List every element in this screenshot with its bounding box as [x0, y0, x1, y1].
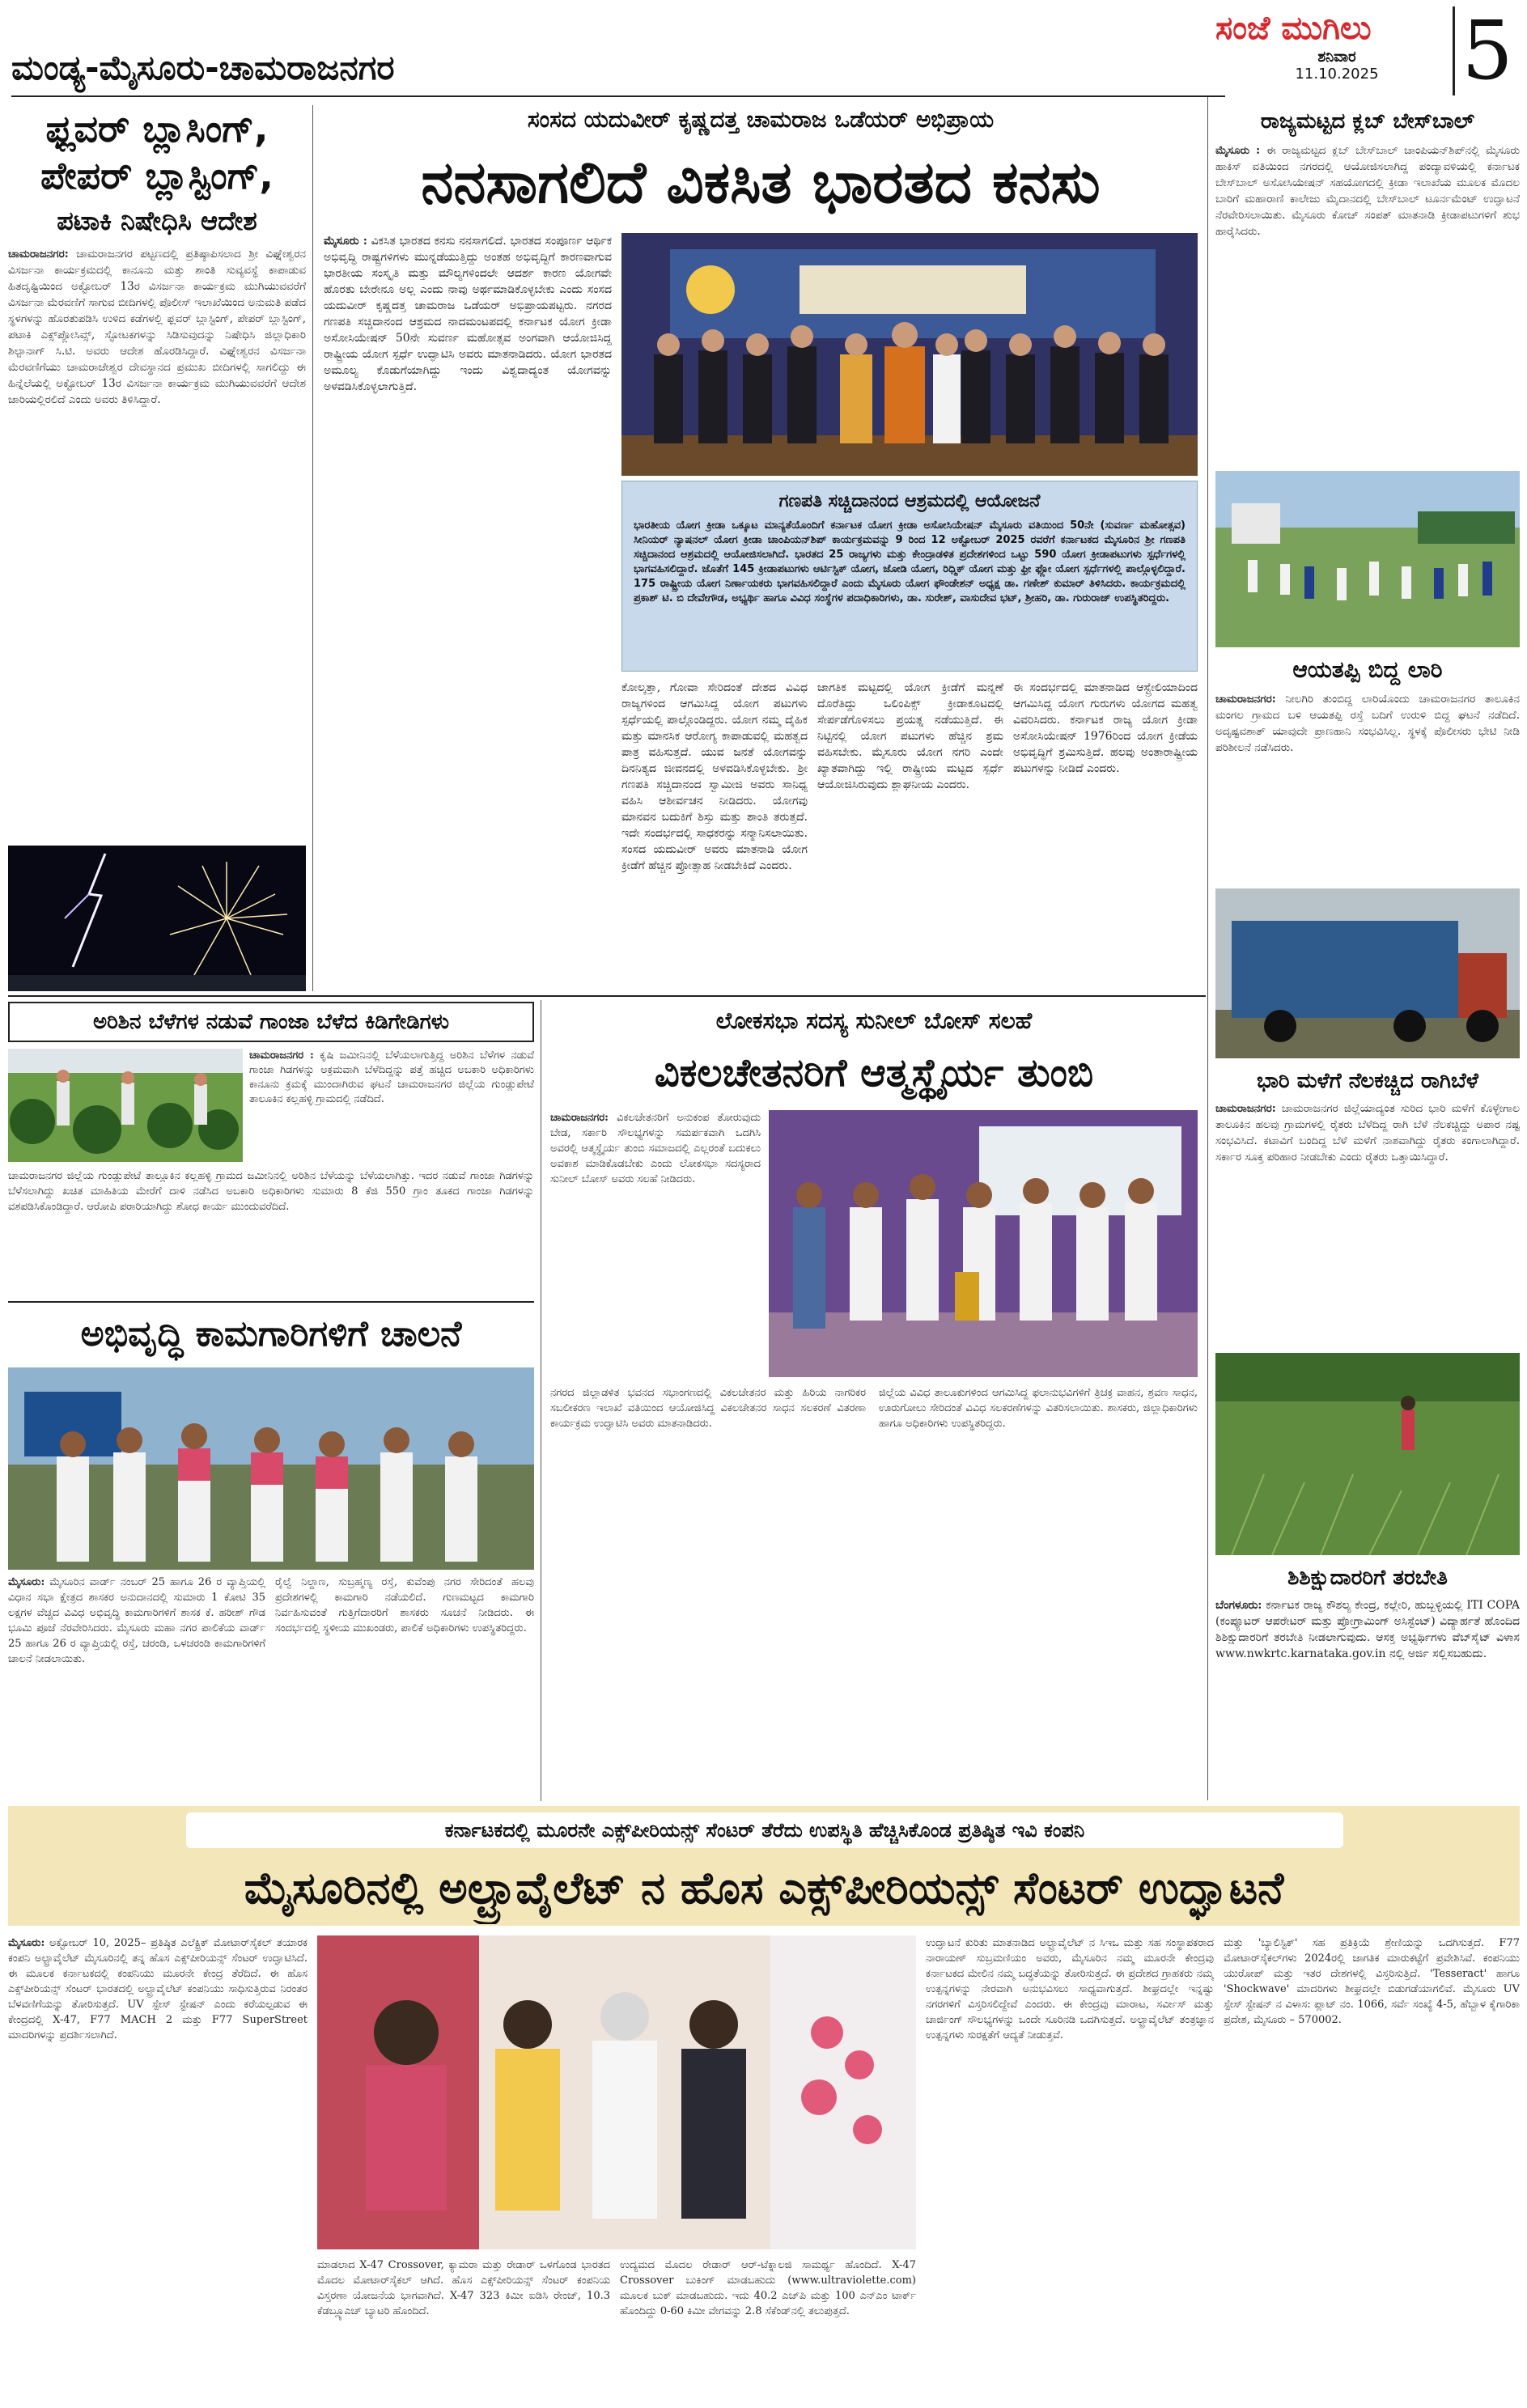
- event-caption-title: ಗಣಪತಿ ಸಚ್ಚಿದಾನಂದ ಆಶ್ರಮದಲ್ಲಿ ಆಯೋಜನೆ: [778, 491, 1041, 511]
- col-divider-right: [1207, 97, 1208, 1800]
- ragi-body-text: ಚಾಮರಾಜನಗರ ಜಿಲ್ಲೆಯಾದ್ಯಂತ ಸುರಿದ ಭಾರಿ ಮಳೆಗೆ ಕೊಳ್ಳೇಗಾಲ ತಾಲೂಕಿನ ಹಲವು ಗ್ರಾಮಗಳಲ್ಲಿ ರೈತರು ಬೆಳೆದಿದ್ದ ರಾಗಿ ಬೆಳೆ ನೆಲಕಚ್ಚಿದ್ದು ಅಪಾರ ನಷ್ಟ ಸಂಭವಿಸಿದೆ. ಕಟಾವಿಗೆ ಬಂದಿದ್ದ ಬೆಳೆ ಮಳೆಗೆ ನಾಶವಾಗಿದ್ದು ರೈತರು ಕಂಗಾಲಾಗಿದ್ದಾರೆ. ಸರ್ಕಾರ ಸೂಕ್ತ ಪರಿಹಾರ ನೀಡಬೇಕು ಎಂದು ರೈತರು ಒತ್ತಾಯಿಸಿದ್ದಾರೆ.: [1215, 1102, 1520, 1164]
- lorry-icon: [1215, 888, 1520, 1058]
- event-stage-icon: [621, 233, 1198, 476]
- ganja-body-1-text: ಕೃಷಿ ಜಮೀನಿನಲ್ಲಿ ಬೆಳೆಯಲಾಗುತ್ತಿದ್ದ ಅರಿಶಿನ ಬೆಳೆಗಳ ನಡುವೆ ಗಾಂಜಾ ಗಿಡಗಳನ್ನು ಅಕ್ರಮವಾಗಿ ಬೆಳೆದಿದ್ದನ್ನು ಪತ್ತೆ ಹಚ್ಚಿದ ಅಬಕಾರಿ ಅಧಿಕಾರಿಗಳು ಕಾನೂನು ಕ್ರಮಕ್ಕೆ ಮುಂದಾಗಿರುವ ಘಟನೆ ಚಾಮರಾಜನಗರ ಜಿಲ್ಲೆಯ ಗುಂಡ್ಲುಪೇಟೆ ತಾಲೂಕಿನ ಕಲ್ಲಹಳ್ಳಿ ಗ್ರಾಮದಲ್ಲಿ ನಡೆದಿದೆ.: [249, 1049, 534, 1105]
- event-caption-body: ಭಾರತೀಯ ಯೋಗ ಕ್ರೀಡಾ ಒಕ್ಕೂಟ ಮಾನ್ಯತೆಯೊಂದಿಗೆ ಕರ್ನಾಟಕ ಯೋಗ ಕ್ರೀಡಾ ಅಸೋಸಿಯೇಷನ್ ಮೈಸೂರು ವತಿಯಿಂದ 50ನೇ (ಸುವರ್ಣ ಮಹೋತ್ಸವ) ಸೀನಿಯರ್ ನ್ಯಾಷನಲ್ ಯೋಗ ಕ್ರೀಡಾ ಚಾಂಪಿಯನ್‌ಶಿಪ್ ಕಾರ್ಯಕ್ರಮವನ್ನು 9 ರಿಂದ 12 ಅಕ್ಟೋಬರ್ 2025 ರವರೆಗೆ ಕರ್ನಾಟಕದ ಮೈಸೂರಿನ ಶ್ರೀ ಗಣಪತಿ ಸಚ್ಚಿದಾನಂದ ಆಶ್ರಮದಲ್ಲಿ ಆಯೋಜಿಸಲಾಗಿದೆ. ಭಾರತದ 25 ರಾಜ್ಯಗಳು ಮತ್ತು ಕೇಂದ್ರಾಡಳಿತ ಪ್ರದೇಶಗಳಿಂದ ಒಟ್ಟು 590 ಯೋಗ ಕ್ರೀಡಾಪಟುಗಳು ಸ್ಪರ್ಧೆಗಳಲ್ಲಿ ಭಾಗವಹಿಸಲಿದ್ದಾರೆ. ಜೊತೆಗೆ 145 ಕ್ರೀಡಾಪಟುಗಳು ಆರ್ಟಿಸ್ಟಿಕ್ ಯೋಗ, ಜೋಡಿ ಯೋಗ, ರಿಧ್ಮಿಕ್ ಯೋಗ ಮತ್ತು ಫ್ರೀ ಫ್ಲೋ ಯೋಗ ಸ್ಪರ್ಧೆಗಳಲ್ಲಿ ಪಾಲ್ಗೊಳ್ಳಲಿದ್ದಾರೆ. 175 ರಾಷ್ಟ್ರೀಯ ಯೋಗ ನಿರ್ಣಾಯಕರು ಭಾಗವಹಿಸಲಿದ್ದಾರೆ ಎಂದು ಮೈಸೂರು ಯೋಗ ಫೌಂಡೇಶನ್ ಅಧ್ಯಕ್ಷ ಡಾ. ಗಣೇಶ್ ಕುಮಾರ್ ತಿಳಿಸಿದರು. ಕಾರ್ಯಕ್ರಮದಲ್ಲಿ ಪ್ರಕಾಶ್ ಟಿ. ಬಿ ದೇವೇಗೌಡ, ಅಭ್ಯರ್ಥಿ ಹಾಗೂ ವಿವಿಧ ಸಂಸ್ಥೆಗಳ ಪದಾಧಿಕಾರಿಗಳು, ಡಾ. ಸುರೇಶ್, ವಾಸುದೇವ ಭಟ್, ಶ್ರೀಹರಿ, ಡಾ. ಗುರುರಾಜ್ ಉಪಸ್ಥಿತರಿದ್ದರು.: [634, 519, 1186, 604]
- col-divider-left: [312, 105, 313, 991]
- ganja-field-icon: [8, 1049, 243, 1162]
- top-story-kicker: ಸಂಸದ ಯದುವೀರ್ ಕೃಷ್ಣದತ್ತ ಚಾಮರಾಜ ಒಡೆಯರ್ ಅಭಿಪ್ರಾಯ: [527, 106, 995, 133]
- left-headline-2: ಪೇಪರ್ ಬ್ಲಾಸ್ಟಿಂಗ್,: [40, 154, 274, 197]
- ev-col-2a: ಮಾಡಲಾದ X-47 Crossover, ಕ್ಯಾಮರಾ ಮತ್ತು ರೇಡಾರ್ ಒಳಗೊಂಡ ಭಾರತದ ಮೊದಲ ಮೋಟಾರ್‌ಸೈಕಲ್ ಆಗಿದೆ. ಹೊಸ ಎಕ್ಸ್‌ಪೀರಿಯನ್ಸ್ ಸೆಂಟರ್ ಕಂಪನಿಯ ವಿಸ್ತರಣಾ ಯೋಜನೆಯ ಭಾಗವಾಗಿದೆ. X-47 323 ಕಿಮೀ ಐಡಿಸಿ ರೇಂಜ್, 10.3 ಕೆಡಬ್ಲ್ಯೂಎಚ್ ಬ್ಯಾಟರಿ ಹೊಂದಿದೆ.: [317, 2259, 610, 2317]
- ev-col-3: ಉದ್ಘಾಟನೆ ಕುರಿತು ಮಾತನಾಡಿದ ಅಲ್ಟ್ರಾವೈಲೆಟ್ ನ ಸಿಇಒ ಮತ್ತು ಸಹ ಸಂಸ್ಥಾಪಕರಾದ ನಾರಾಯಣ್ ಸುಬ್ರಮಣಿಯಂ ಅವರು, ಮೈಸೂರಿನ ನಮ್ಮ ಮೂರನೇ ಕೇಂದ್ರವು ಕರ್ನಾಟಕದ ಮೇಲಿನ ನಮ್ಮ ಬದ್ಧತೆಯನ್ನು ತೋರಿಸುತ್ತದೆ. ಈ ಪ್ರದೇಶದ ಗ್ರಾಹಕರು ನಮ್ಮ ಉತ್ಪನ್ನಗಳನ್ನು ನೇರವಾಗಿ ಅನುಭವಿಸಲು ಸಾಧ್ಯವಾಗುತ್ತದೆ. ಶೀಘ್ರದಲ್ಲೇ ಇನ್ನಷ್ಟು ನಗರಗಳಿಗೆ ವಿಸ್ತರಿಸಲಿದ್ದೇವೆ ಎಂದರು. ಈ ಕೇಂದ್ರವು ಮಾರಾಟ, ಸರ್ವೀಸ್ ಮತ್ತು ಚಾರ್ಜಿಂಗ್ ಸೌಲಭ್ಯಗಳನ್ನು ಒಂದೇ ಸೂರಿನಡಿ ಒದಗಿಸುತ್ತದೆ. ಅಲ್ಟ್ರಾವೈಲೆಟ್ ತಂತ್ರಜ್ಞಾನ ಉತ್ಪನ್ನಗಳು ಸುರಕ್ಷತೆಗೆ ಆದ್ಯತೆ ನೀಡುತ್ತವೆ.: [926, 1937, 1214, 2041]
- top-story-headline: ನನಸಾಗಲಿದೆ ವಿಕಸಿತ ಭಾರತದ ಕನಸು: [421, 148, 1101, 216]
- crop-field-icon: [1215, 1353, 1520, 1555]
- left-headline-1: ಫ್ಲವರ್ ಬ್ಲಾಸಿಂಗ್,: [45, 107, 269, 150]
- baseball-body-text: ಈ ರಾಜ್ಯಮಟ್ಟದ ಕ್ಲಬ್ ಬೇಸ್‌ಬಾಲ್ ಚಾಂಪಿಯನ್‌ಶಿಪ್‌ನಲ್ಲಿ ಮೈಸೂರು ಹಾಕಿಸ್ ವತಿಯಿಂದ ನಗರದಲ್ಲಿ ಆಯೋಜಿಸಲಾಗಿದ್ದ ಪಂದ್ಯಾವಳಿಯಲ್ಲಿ ಕರ್ನಾಟಕ ಬೇಸ್‌ಬಾಲ್ ಅಸೋಸಿಯೇಷನ್ ಸಹಯೋಗದಲ್ಲಿ ಕ್ರೀಡಾ ಇಲಾಖೆಯ ಮೂಲಕ ಮೊದಲ ಬಾರಿಗೆ ಮಹಾರಾಣಿ ಕಾಲೇಜು ಮೈದಾನದಲ್ಲಿ ಬೇಸ್‌ಬಾಲ್ ಟೂರ್ನಮೆಂಟ್ ಉದ್ಘಾಟನೆ ನೆರವೇರಿಸಲಾಯಿತು. ಮೈಸೂರು ಕೋಚ್ ಸಂಪತ್ ಮಾತನಾಡಿ ಕ್ರೀಡಾಪಟುಗಳಿಗೆ ಶುಭ ಹಾರೈಸಿದರು.: [1215, 144, 1520, 238]
- ev-dateline: ಮೈಸೂರು:: [8, 1937, 45, 1949]
- lamp-lighting-icon: [769, 1110, 1198, 1377]
- disabled-photo: [769, 1110, 1198, 1377]
- disabled-kicker: ಲೋಕಸಭಾ ಸದಸ್ಯ ಸುನೀಲ್ ಬೋಸ್ ಸಲಹೆ: [715, 1007, 1033, 1034]
- ganja-rule: [8, 1301, 534, 1303]
- dev-body-1: [8, 1575, 265, 1801]
- ev-headline: ಮೈಸೂರಿನಲ್ಲಿ ಅಲ್ಟ್ರಾವೈಲೆಟ್ ನ ಹೊಸ ಎಕ್ಸ್‌ಪೀರಿಯನ್ಸ್ ಸೆಂಟರ್ ಉದ್ಘಾಟನೆ: [244, 1863, 1284, 1914]
- dev-dateline: ಮೈಸೂರು:: [8, 1576, 45, 1588]
- dev-headline: ಅಭಿವೃದ್ಧಿ ಕಾಮಗಾರಿಗಳಿಗೆ ಚಾಲನೆ: [80, 1313, 462, 1354]
- ev-launch-icon: [317, 1935, 916, 2249]
- disabled-col-1-text: ವಿಕಲಚೇತನರಿಗೆ ಅನುಕಂಪ ತೋರುವುದು ಬೇಡ, ಸರ್ಕಾರಿ ಸೌಲಭ್ಯಗಳನ್ನು ಸಮರ್ಪಕವಾಗಿ ಒದಗಿಸಿ ಅವರಲ್ಲಿ ಆತ್ಮಸ್ಥೈರ್ಯ ತುಂಬಿ ಸಮಾಜದಲ್ಲಿ ಎಲ್ಲರಂತೆ ಬದುಕಲು ಅವಕಾಶ ಮಾಡಿಕೊಡಬೇಕು ಎಂದು ಲೋಕಸಭಾ ಸದಸ್ಯರಾದ ಸುನೀಲ್ ಬೋಸ್ ಅವರು ಸಲಹೆ ನೀಡಿದರು.: [550, 1112, 761, 1185]
- lorry-body-text: ನೀಲಗಿರಿ ತುಂಬಿದ್ದ ಲಾರಿಯೊಂದು ಚಾಮರಾಜನಗರ ತಾಲೂಕಿನ ಮಂಗಲ ಗ್ರಾಮದ ಬಳಿ ಆಯತಪ್ಪಿ ರಸ್ತೆ ಬದಿಗೆ ಉರುಳಿ ಬಿದ್ದ ಘಟನೆ ನಡೆದಿದೆ. ಅದೃಷ್ಟವಶಾತ್ ಯಾವುದೇ ಪ್ರಾಣಹಾನಿ ಸಂಭವಿಸಿಲ್ಲ. ಸ್ಥಳಕ್ಕೆ ಪೊಲೀಸರು ಭೇಟಿ ನೀಡಿ ಪರಿಶೀಲನೆ ನಡೆಸಿದರು.: [1215, 693, 1520, 754]
- ev-strap-text: ಕರ್ನಾಟಕದಲ್ಲಿ ಮೂರನೇ ಎಕ್ಸ್‌ಪೀರಿಯನ್ಸ್ ಸೆಂಟರ್ ತೆರೆದು ಉಪಸ್ಥಿತಿ ಹೆಚ್ಚಿಸಿಕೊಂಡ ಪ್ರತಿಷ್ಠಿತ ಇವಿ ಕಂಪನಿ: [444, 1819, 1085, 1842]
- training-body: [1215, 1597, 1520, 1796]
- left-body-text: ಚಾಮರಾಜನಗರ ಪಟ್ಟಣದಲ್ಲಿ ಪ್ರತಿಷ್ಠಾಪಿಸಲಾದ ಶ್ರೀ ವಿಘ್ನೇಶ್ವರನ ವಿಸರ್ಜನಾ ಕಾರ್ಯಕ್ರಮದಲ್ಲಿ ಕಾನೂನು ಮತ್ತು ಶಾಂತಿ ಸುವ್ಯವಸ್ಥೆ ಕಾಪಾಡುವ ಹಿತದೃಷ್ಟಿಯಿಂದ ಅಕ್ಟೋಬರ್ 13ರ ವಿಸರ್ಜನಾ ಕಾರ್ಯಕ್ರಮ ಮುಗಿಯುವವರೆಗೆ ವಿಸರ್ಜನಾ ಮೆರವಣಿಗೆ ಸಾಗುವ ಬೀದಿಗಳಲ್ಲಿ ಪೊಲೀಸ್ ಇಲಾಖೆಯಿಂದ ಅನುಮತಿ ಪಡೆದ ಸ್ಥಳಗಳನ್ನು ಹೊರತುಪಡಿಸಿ ಉಳಿದ ಕಡೆಗಳಲ್ಲಿ ಫ್ಲವರ್ ಬ್ಲಾಸ್ಟಿಂಗ್, ಪೇಪರ್ ಬ್ಲಾಸ್ಟಿಂಗ್, ಪಟಾಕಿ ಎಕ್ಸ್‌ಪ್ಲೋಸಿವ್ಸ್, ಸ್ಫೋಟಕಗಳನ್ನು ಸಿಡಿಸುವುದನ್ನು ನಿಷೇಧಿಸಿ ಜಿಲ್ಲಾಧಿಕಾರಿ ಶಿಲ್ಪಾನಾಗ್ ಸಿ.ಟಿ. ಅವರು ಆದೇಶ ಹೊರಡಿಸಿದ್ದಾರೆ. ವಿಘ್ನೇಶ್ವರನ ವಿಸರ್ಜನಾ ಮೆರವಣಿಗೆಯು ಚಾಮರಾಜೇಶ್ವರ ದೇವಸ್ಥಾನದ ಪ್ರಮುಖ ಬೀದಿಗಳಲ್ಲಿ ಸಾಗಲಿದ್ದು ಈ ಹಿನ್ನೆಲೆಯಲ್ಲಿ ಅಕ್ಟೋಬರ್ 13ರ ವಿಸರ್ಜನಾ ಕಾರ್ಯಕ್ರಮ ಮುಗಿಯುವವರೆಗೆ ಆದೇಶ ಜಾರಿಯಲ್ಲಿರಲಿದೆ ಎಂದು ಅವರು ತಿಳಿಸಿದ್ದಾರೆ.: [8, 248, 306, 406]
- logo-text: ಸಂಜೆ ಮುಗಿಲು: [1215, 10, 1372, 47]
- yoga-event-photo: [621, 233, 1198, 476]
- dev-body-1-text: ಮೈಸೂರಿನ ವಾರ್ಡ್ ನಂಬರ್ 25 ಹಾಗೂ 26 ರ ವ್ಯಾಪ್ತಿಯಲ್ಲಿ ವಿಧಾನ ಸಭಾ ಕ್ಷೇತ್ರದ ಶಾಸಕರ ಅನುದಾನದಲ್ಲಿ ಸುಮಾರು 1 ಕೋಟಿ 35 ಲಕ್ಷಗಳ ವೆಚ್ಚದ ವಿವಿಧ ಅಭಿವೃದ್ಧಿ ಕಾಮಗಾರಿಗಳಿಗೆ ಶಾಸಕ ಕೆ. ಹರೀಶ್ ಗೌಡ ಭೂಮಿ ಪೂಜೆ ನೆರವೇರಿಸಿದರು. ಮೈಸೂರು ಮಹಾ ನಗರ ಪಾಲಿಕೆಯ ವಾರ್ಡ್ 25 ಹಾಗೂ 26 ರ ವ್ಯಾಪ್ತಿಯಲ್ಲಿ ರಸ್ತೆ, ಚರಂಡಿ, ಒಳಚರಂಡಿ ಕಾಮಗಾರಿಗಳಿಗೆ ಚಾಲನೆ ನೀಡಲಾಯಿತು.: [8, 1576, 265, 1665]
- top-col-2: ಕೋಲ್ಕತ್ತಾ, ಗೋವಾ ಸೇರಿದಂತೆ ದೇಶದ ವಿವಿಧ ರಾಜ್ಯಗಳಿಂದ ಆಗಮಿಸಿದ್ದ ಯೋಗ ಪಟುಗಳು ಸ್ಪರ್ಧೆಯಲ್ಲಿ ಪಾಲ್ಗೊಂಡಿದ್ದರು. ಯೋಗ ನಮ್ಮ ದೈಹಿಕ ಮತ್ತು ಮಾನಸಿಕ ಆರೋಗ್ಯ ಕಾಪಾಡುವಲ್ಲಿ ಮಹತ್ವದ ಪಾತ್ರ ವಹಿಸುತ್ತದೆ. ಯುವ ಜನತೆ ಯೋಗವನ್ನು ದಿನನಿತ್ಯದ ಜೀವನದಲ್ಲಿ ಅಳವಡಿಸಿಕೊಳ್ಳಬೇಕು. ಶ್ರೀ ಗಣಪತಿ ಸಚ್ಚಿದಾನಂದ ಸ್ವಾಮೀಜಿ ಅವರು ಸಾನಿಧ್ಯ ವಹಿಸಿ ಆಶೀರ್ವಚನ ನೀಡಿದರು. ಯೋಗವು ಮಾನವನ ಬದುಕಿಗೆ ಶಿಸ್ತು ಮತ್ತು ಶಾಂತಿ ತರುತ್ತದೆ. ಇದೇ ಸಂದರ್ಭದಲ್ಲಿ ಸಾಧಕರನ್ನು ಸನ್ಮಾನಿಸಲಾಯಿತು. ಸಂಸದ ಯದುವೀರ್ ಅವರು ಮಾತನಾಡಿ ಯೋಗ ಕ್ರೀಡೆಗೆ ಹೆಚ್ಚಿನ ಪ್ರೋತ್ಸಾಹ ನೀಡಬೇಕಿದೆ ಎಂದರು.: [621, 681, 808, 872]
- mid-rule: [8, 995, 1206, 997]
- disabled-col-1: [550, 1110, 761, 1377]
- top-col-4: ಈ ಸಂದರ್ಭದಲ್ಲಿ ಮಾತನಾಡಿದ ಆಸ್ಟ್ರೇಲಿಯಾದಿಂದ ಆಗಮಿಸಿದ್ದ ಯೋಗ ಗುರುಗಳು ಯೋಗದ ಮಹತ್ವ ವಿವರಿಸಿದರು. ಕರ್ನಾಟಕ ರಾಜ್ಯ ಯೋಗ ಕ್ರೀಡಾ ಅಸೋಸಿಯೇಷನ್ 1976ರಿಂದ ಯೋಗ ಕ್ರೀಡೆಯ ಅಭಿವೃದ್ಧಿಗೆ ಶ್ರಮಿಸುತ್ತಿದೆ. ಹಲವು ಅಂತಾರಾಷ್ಟ್ರೀಯ ಪಟುಗಳನ್ನು ನೀಡಿದೆ ಎಂದರು.: [1013, 681, 1198, 775]
- ceremony-icon: [8, 1367, 534, 1570]
- ganja-body-2: ಚಾಮರಾಜನಗರ ಜಿಲ್ಲೆಯ ಗುಂಡ್ಲುಪೇಟೆ ತಾಲ್ಲೂಕಿನ ಕಲ್ಲಹಳ್ಳಿ ಗ್ರಾಮದ ಜಮೀನಿನಲ್ಲಿ ಅರಿಶಿನ ಬೆಳೆಯನ್ನು ಬೆಳೆಯಲಾಗಿತ್ತು. ಇದರ ನಡುವೆ ಗಾಂಜಾ ಗಿಡಗಳನ್ನು ಬೆಳೆಸಲಾಗಿದ್ದು ಖಚಿತ ಮಾಹಿತಿಯ ಮೇರೆಗೆ ದಾಳಿ ನಡೆಸಿದ ಅಬಕಾರಿ ಅಧಿಕಾರಿಗಳು ಸುಮಾರು 8 ಕೆಜಿ 550 ಗ್ರಾಂ ತೂಕದ ಗಾಂಜಾ ಗಿಡಗಳನ್ನು ವಶಪಡಿಸಿಕೊಂಡಿದ್ದಾರೆ. ಆರೋಪಿ ಪರಾರಿಯಾಗಿದ್ದು ಶೋಧ ಕಾರ್ಯ ಮುಂದುವರೆದಿದೆ.: [8, 1170, 534, 1213]
- section-label: [11, 45, 643, 91]
- baseball-field-icon: [1215, 471, 1520, 647]
- masthead-rule: [11, 95, 1225, 97]
- baseball-headline: ರಾಜ್ಯಮಟ್ಟದ ಕ್ಲಬ್ ಬೇಸ್‌ಬಾಲ್: [1260, 109, 1475, 134]
- baseball-body: [1215, 142, 1520, 466]
- masthead-date: 11.10.2025: [1295, 66, 1379, 83]
- page-number: 5: [1453, 6, 1520, 95]
- left-body: [8, 246, 306, 829]
- masthead-logo: [1215, 8, 1450, 81]
- fireworks-photo: [8, 846, 306, 991]
- disabled-headline: ವಿಕಲಚೇತನರಿಗೆ ಆತ್ಮಸ್ಥೈರ್ಯ ತುಂಬಿ: [654, 1050, 1094, 1096]
- masthead-day: ಶನಿವಾರ: [1317, 49, 1356, 66]
- event-caption-box: [621, 481, 1198, 672]
- baseball-dateline: ಮೈಸೂರು :: [1215, 144, 1261, 157]
- ragi-photo: [1215, 1353, 1520, 1555]
- ganja-body-1: [249, 1049, 534, 1165]
- dev-body-2: ರೈಲ್ವೆ ನಿಲ್ದಾಣ, ಸುಬ್ರಹ್ಮಣ್ಯ ರಸ್ತೆ, ಕುವೆಂಪು ನಗರ ಸೇರಿದಂತೆ ಹಲವು ಪ್ರದೇಶಗಳಲ್ಲಿ ಕಾಮಗಾರಿ ನಡೆಯಲಿದೆ. ಗುಣಮಟ್ಟದ ಕಾಮಗಾರಿ ನಿರ್ವಹಿಸುವಂತೆ ಗುತ್ತಿಗೆದಾರರಿಗೆ ಶಾಸಕರು ಸೂಚನೆ ನೀಡಿದರು. ಈ ಸಂದರ್ಭದಲ್ಲಿ ಸ್ಥಳೀಯ ಮುಖಂಡರು, ಪಾಲಿಕೆ ಅಧಿಕಾರಿಗಳು ಉಪಸ್ಥಿತರಿದ್ದರು.: [275, 1576, 534, 1634]
- ragi-dateline: ಚಾಮರಾಜನಗರ:: [1215, 1102, 1276, 1115]
- ev-strap: [186, 1812, 1343, 1848]
- ev-col-2b: ಉದ್ಯಮದ ಮೊದಲ ರೇಡಾರ್ ಆರ್-ಟೆಕ್ನಾಲಜಿ ಸಾಮರ್ಥ್ಯ ಹೊಂದಿದೆ. X-47 Crossover ಬುಕಿಂಗ್ ಮಾಡಬಹುದು (www.ultraviolette.com) ಮೂಲಕ ಬುಕ್ ಮಾಡಬಹುದು. ಇದು 40.2 ಎಚ್‌ಪಿ ಮತ್ತು 100 ಎನ್‌ಎಂ ಟಾರ್ಕ್ ಹೊಂದಿದ್ದು 0-60 ಕಿಮೀ ವೇಗವನ್ನು 2.8 ಸೆಕೆಂಡ್‌ನಲ್ಲಿ ತಲುಪುತ್ತದೆ.: [620, 2259, 916, 2317]
- training-dateline: ಬೆಂಗಳೂರು:: [1215, 1599, 1262, 1612]
- disabled-col-2: ನಗರದ ಜಿಲ್ಲಾಡಳಿತ ಭವನದ ಸಭಾಂಗಣದಲ್ಲಿ ವಿಕಲಚೇತನರ ಮತ್ತು ಹಿರಿಯ ನಾಗರಿಕರ ಸಬಲೀಕರಣ ಇಲಾಖೆ ವತಿಯಿಂದ ಆಯೋಜಿಸಿದ್ದ ವಿಕಲಚೇತನರ ಸಾಧನ ಸಲಕರಣೆ ವಿತರಣಾ ಕಾರ್ಯಕ್ರಮ ಉದ್ಘಾಟಿಸಿ ಅವರು ಮಾತನಾಡಿದರು.: [550, 1387, 866, 1430]
- ev-photo: [317, 1935, 916, 2249]
- lorry-body: [1215, 691, 1520, 885]
- left-dateline: ಚಾಮರಾಜನಗರ:: [8, 248, 69, 261]
- training-body-text: ಕರ್ನಾಟಕ ರಾಜ್ಯ ಕೌಶಲ್ಯ ಕೇಂದ್ರ, ಕಲ್ಲೇರಿ, ಹುಬ್ಬಳ್ಳಿಯಲ್ಲಿ ITI COPA (ಕಂಪ್ಯೂಟರ್ ಆಪರೇಟರ್ ಮತ್ತು ಪ್ರೋಗ್ರಾಮಿಂಗ್ ಅಸಿಸ್ಟೆಂಟ್) ವಿದ್ಯಾರ್ಹತೆ ಹೊಂದಿದ ಶಿಶಿಕ್ಷುದಾರರಿಗೆ ತರಬೇತಿ ನೀಡಲಾಗುವುದು. ಆಸಕ್ತ ಅಭ್ಯರ್ಥಿಗಳು ವೆಬ್‌ಸೈಟ್ ವಿಳಾಸ www.nwkrtc.karnataka.gov.in ನಲ್ಲಿ ಅರ್ಜಿ ಸಲ್ಲಿಸಬಹುದು.: [1215, 1599, 1520, 1660]
- fireworks-icon: [8, 846, 306, 991]
- ev-banner: [8, 1806, 1520, 1926]
- ev-col-4: ಮತ್ತು 'ಬ್ಯಾಲಿಸ್ಟಿಕ್' ಸಹ ಪ್ರತಿಕ್ರಿಯೆ ಶ್ರೇಣಿಯನ್ನು ಒದಗಿಸುತ್ತದೆ. F77 ಮೋಟಾರ್‌ಸೈಕಲ್‌ಗಳು 2024ರಲ್ಲಿ ಜಾಗತಿಕ ಮಾರುಕಟ್ಟೆಗೆ ಪ್ರವೇಶಿಸಿವೆ. ಕಂಪನಿಯು ಯುರೋಪ್ ಮತ್ತು ಇತರ ದೇಶಗಳಲ್ಲಿ ವಿಸ್ತರಿಸುತ್ತಿದೆ. 'Tesseract' ಹಾಗೂ 'Shockwave' ಮಾದರಿಗಳು ಶೀಘ್ರದಲ್ಲೇ ಬಿಡುಗಡೆಯಾಗಲಿವೆ. ಮೈಸೂರು UV ಸ್ಪೇಸ್ ಸ್ಟೇಷನ್ ನ ವಿಳಾಸ: ಪ್ಲಾಟ್ ನಂ. 1066, ಸರ್ವೆ ಸಂಖ್ಯೆ 4-5, ಹೆಬ್ಬಾಳ ಕೈಗಾರಿಕಾ ಪ್ರದೇಶ, ಮೈಸೂರು – 570002.: [1224, 1937, 1520, 2026]
- training-headline: ಶಿಶಿಕ್ಷುದಾರರಿಗೆ ತರಬೇತಿ: [1287, 1566, 1448, 1590]
- top-col-1-text: ವಿಕಸಿತ ಭಾರತದ ಕನಸು ನನಸಾಗಲಿದೆ. ಭಾರತದ ಸಂಪೂರ್ಣ ಆರ್ಥಿಕ ಅಭಿವೃದ್ಧಿ ರಾಷ್ಟ್ರಗಳಿಗಳು ಮುನ್ನಡೆಯುತ್ತಿದ್ದು ಅಂತಹ ಅಭಿವೃದ್ಧಿಗೆ ಕಾರಣವಾಗುವ ಭಾರತೀಯ ಸಂಸ್ಕೃತಿ ಮತ್ತು ಮೌಲ್ಯಗಳಿಂದಲೇ ಆದರ್ಶ ಕಾರಣ ಯೋಗವೇ ಹೊರತು ಬೇರೇನೂ ಅಲ್ಲ ಎಂದು ನಾವು ಅರ್ಥಮಾಡಿಕೊಳ್ಳಬೇಕು ಎಂದು ಸಂಸದ ಯದುವೀರ್ ಕೃಷ್ಣದತ್ತ ಚಾಮರಾಜ ಒಡೆಯರ್ ಅಭಿಪ್ರಾಯಪಟ್ಟರು. ನಗರದ ಗಣಪತಿ ಸಚ್ಚಿದಾನಂದ ಆಶ್ರಮದ ನಾದಮಂಟಪದಲ್ಲಿ ಕರ್ನಾಟಕ ಯೋಗ ಕ್ರೀಡಾ ಅಸೋಸಿಯೇಷನ್ 50ನೇ ಸುವರ್ಣ ಮಹೋತ್ಸವ ಅಂಗವಾಗಿ ಆಯೋಜಿಸಿದ್ದ ರಾಷ್ಟ್ರೀಯ ಯೋಗ ಸ್ಪರ್ಧೆ ಉದ್ಘಾಟಿಸಿ ಅವರು ಮಾತನಾಡಿದರು. ಯೋಗ ಭಾರತದ ಅಮೂಲ್ಯ ಕೊಡುಗೆಯಾಗಿದ್ದು ಇಂದು ವಿಶ್ವದಾದ್ಯಂತ ಯೋಗವನ್ನು ಅಳವಡಿಸಿಕೊಳ್ಳಲಾಗುತ್ತಿದೆ.: [324, 235, 612, 393]
- section-title: ಮಂಡ್ಯ-ಮೈಸೂರು-ಚಾಮರಾಜನಗರ: [11, 48, 395, 87]
- dev-photo: [8, 1367, 534, 1570]
- ganja-photo: [8, 1049, 243, 1162]
- lorry-dateline: ಚಾಮರಾಜನಗರ:: [1215, 693, 1276, 706]
- ev-col-1-text: ಅಕ್ಟೋಬರ್ 10, 2025– ಪ್ರತಿಷ್ಠಿತ ಎಲೆಕ್ಟ್ರಿಕ್ ಮೋಟಾರ್‌ಸೈಕಲ್ ತಯಾರಕ ಕಂಪನಿ ಅಲ್ಟ್ರಾವೈಲೆಟ್ ಮೈಸೂರಿನಲ್ಲಿ ತನ್ನ ಹೊಸ ಎಕ್ಸ್‌ಪೀರಿಯನ್ಸ್ ಸೆಂಟರ್ ಉದ್ಘಾಟಿಸಿದೆ. ಈ ಮೂಲಕ ಕರ್ನಾಟಕದಲ್ಲಿ ಕಂಪನಿಯು ಮೂರನೇ ಕೇಂದ್ರ ತೆರೆದಿದೆ. ಈ ಹೊಸ ಎಕ್ಸ್‌ಪೀರಿಯನ್ಸ್ ಸೆಂಟರ್ ಭಾರತದಲ್ಲಿ ಅಲ್ಟ್ರಾವೈಲೆಟ್ ಕಂಪನಿಯು ಸಾಧಿಸುತ್ತಿರುವ ನಿರಂತರ ಬೆಳವಣಿಗೆಯನ್ನು ತೋರಿಸುತ್ತದೆ. UV ಸ್ಪೇಸ್ ಸ್ಟೇಷನ್ ಎಂದು ಕರೆಯಲ್ಪಡುವ ಈ ಕೇಂದ್ರದಲ್ಲಿ X-47, F77 MACH 2 ಮತ್ತು F77 SuperStreet ಮಾದರಿಗಳನ್ನು ಪ್ರದರ್ಶಿಸಲಾಗಿದೆ.: [8, 1937, 308, 2041]
- baseball-photo: [1215, 471, 1520, 647]
- lorry-headline: ಆಯತಪ್ಪಿ ಬಿದ್ದ ಲಾರಿ: [1292, 656, 1443, 683]
- disabled-col-3: ಜಿಲ್ಲೆಯ ವಿವಿಧ ತಾಲೂಕುಗಳಿಂದ ಆಗಮಿಸಿದ್ದ ಫಲಾನುಭವಿಗಳಿಗೆ ತ್ರಿಚಕ್ರ ವಾಹನ, ಶ್ರವಣ ಸಾಧನ, ಊರುಗೋಲು ಸೇರಿದಂತೆ ವಿವಿಧ ಸಲಕರಣೆಗಳನ್ನು ವಿತರಿಸಲಾಯಿತು. ಶಾಸಕರು, ಜಿಲ್ಲಾಧಿಕಾರಿಗಳು ಹಾಗೂ ಅಧಿಕಾರಿಗಳು ಉಪಸ್ಥಿತರಿದ್ದರು.: [879, 1387, 1198, 1430]
- ragi-body: [1215, 1100, 1520, 1348]
- ganja-dateline: ಚಾಮರಾಜನಗರ :: [249, 1049, 314, 1062]
- lorry-photo: [1215, 888, 1520, 1058]
- ganja-headline: ಅರಿಶಿನ ಬೆಳೆಗಳ ನಡುವೆ ಗಾಂಜಾ ಬೆಳೆದ ಕಿಡಿಗೇಡಿಗಳು: [8, 1002, 534, 1042]
- top-col-1: [324, 233, 612, 986]
- top-col-3: ಜಾಗತಿಕ ಮಟ್ಟದಲ್ಲಿ ಯೋಗ ಕ್ರೀಡೆಗೆ ಮನ್ನಣೆ ದೊರೆತಿದ್ದು ಒಲಿಂಪಿಕ್ಸ್ ಕ್ರೀಡಾಕೂಟದಲ್ಲಿ ಸೇರ್ಪಡೆಗೊಳಿಸಲು ಪ್ರಯತ್ನ ನಡೆಯುತ್ತಿದೆ. ಈ ನಿಟ್ಟಿನಲ್ಲಿ ಯೋಗ ಪಟುಗಳು ಹೆಚ್ಚಿನ ಶ್ರಮ ವಹಿಸಬೇಕು. ಮೈಸೂರು ಯೋಗ ನಗರಿ ಎಂದೇ ಖ್ಯಾತವಾಗಿದ್ದು ಇಲ್ಲಿ ರಾಷ್ಟ್ರೀಯ ಮಟ್ಟದ ಸ್ಪರ್ಧೆ ಆಯೋಜಿಸಿರುವುದು ಶ್ಲಾಘನೀಯ ಎಂದರು.: [817, 681, 1003, 791]
- disabled-dateline: ಚಾಮರಾಜನಗರ:: [550, 1112, 609, 1124]
- ev-col-1: [8, 1935, 308, 2405]
- left-subhead: ಪಟಾಕಿ ನಿಷೇಧಿಸಿ ಆದೇಶ: [57, 206, 257, 236]
- top-dateline: ಮೈಸೂರು :: [324, 235, 367, 248]
- ragi-headline: ಭಾರಿ ಮಳೆಗೆ ನೆಲಕಚ್ಚಿದ ರಾಗಿಬೆಳೆ: [1257, 1069, 1478, 1093]
